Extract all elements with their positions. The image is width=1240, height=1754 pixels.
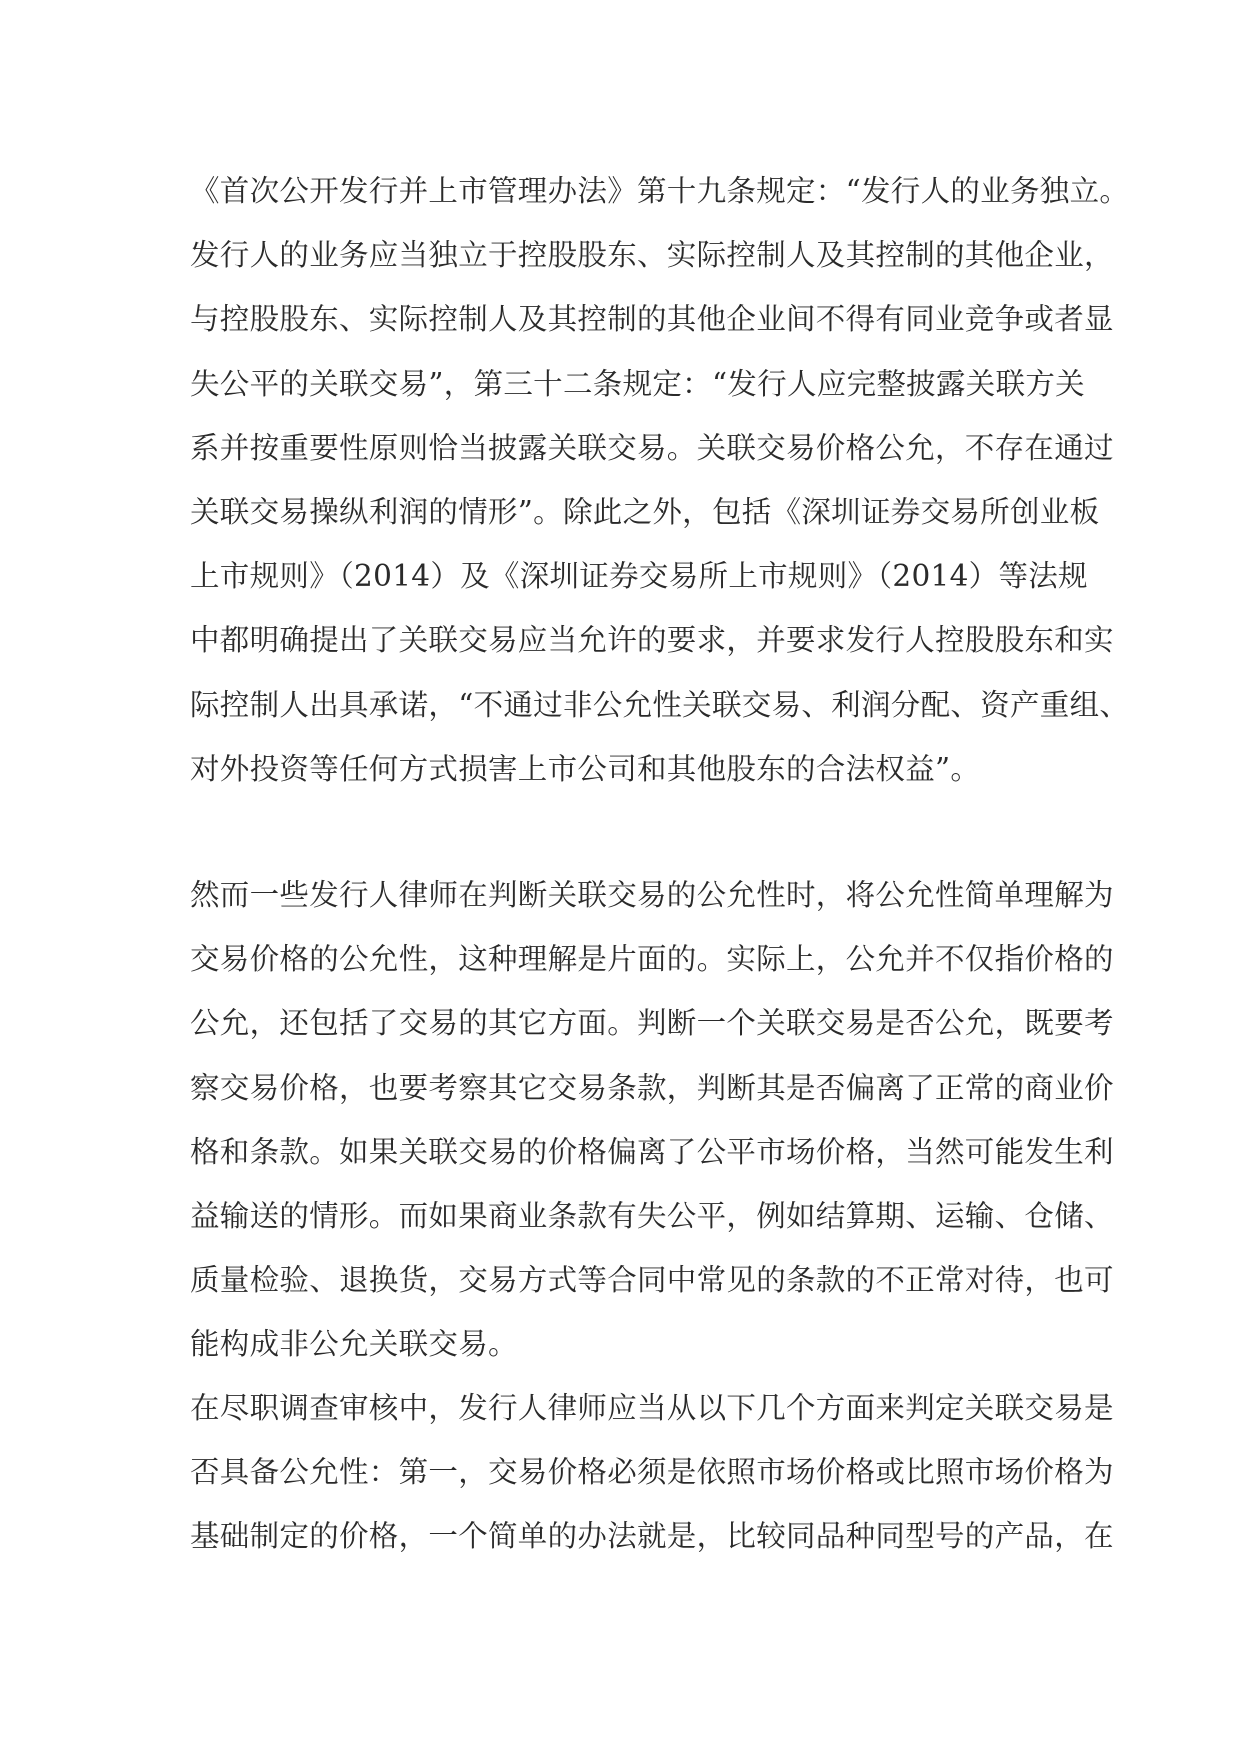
text-line: 关联交易操纵利润的情形”。除此之外，包括《深圳证券交易所创业板	[190, 494, 1100, 529]
text-line: 对外投资等任何方式损害上市公司和其他股东的合法权益”。	[190, 751, 981, 786]
paragraph-due-diligence	[190, 1376, 1114, 1569]
text-line: 益输送的情形。而如果商业条款有失公平，例如结算期、运输、仓储、	[190, 1198, 1114, 1233]
text-line: 格和条款。如果关联交易的价格偏离了公平市场价格，当然可能发生利	[190, 1134, 1114, 1169]
text-line: 际控制人出具承诺，“不通过非公允性关联交易、利润分配、资产重组、	[190, 687, 1130, 722]
text-line: 失公平的关联交易”，第三十二条规定：“发行人应完整披露关联方关	[190, 366, 1085, 401]
text-line: 公允，还包括了交易的其它方面。判断一个关联交易是否公允，既要考	[190, 1006, 1114, 1041]
text-line: 《首次公开发行并上市管理办法》第十九条规定：“发行人的业务独立。	[190, 174, 1130, 208]
paragraph-fairness-analysis	[190, 863, 1114, 1377]
text-line: 中都明确提出了关联交易应当允许的要求，并要求发行人控股股东和实	[190, 623, 1114, 658]
text-line: 系并按重要性原则恰当披露关联交易。关联交易价格公允，不存在通过	[190, 430, 1114, 465]
text-line: 交易价格的公允性，这种理解是片面的。实际上，公允并不仅指价格的	[190, 942, 1114, 977]
text-line: 发行人的业务应当独立于控股股东、实际控制人及其控制的其他企业，	[190, 238, 1114, 273]
text-line: 与控股股东、实际控制人及其控制的其他企业间不得有同业竞争或者显	[190, 302, 1114, 337]
text-line: 基础制定的价格，一个简单的办法就是，比较同品种同型号的产品，在	[190, 1519, 1114, 1554]
text-line: 质量检验、退换货，交易方式等合同中常见的条款的不正常对待，也可	[190, 1263, 1114, 1298]
text-line: 否具备公允性：第一，交易价格必须是依照市场价格或比照市场价格为	[190, 1455, 1114, 1490]
text-line: 能构成非公允关联交易。	[190, 1327, 518, 1362]
paragraph-listing-rules	[190, 159, 1130, 801]
text-line: 上市规则》（2014）及《深圳证券交易所上市规则》（2014）等法规	[190, 559, 1088, 594]
text-line: 然而一些发行人律师在判断关联交易的公允性时，将公允性简单理解为	[190, 878, 1114, 912]
text-line: 察交易价格，也要考察其它交易条款，判断其是否偏离了正常的商业价	[190, 1070, 1114, 1105]
text-line: 在尽职调查审核中，发行人律师应当从以下几个方面来判定关联交易是	[190, 1391, 1114, 1425]
